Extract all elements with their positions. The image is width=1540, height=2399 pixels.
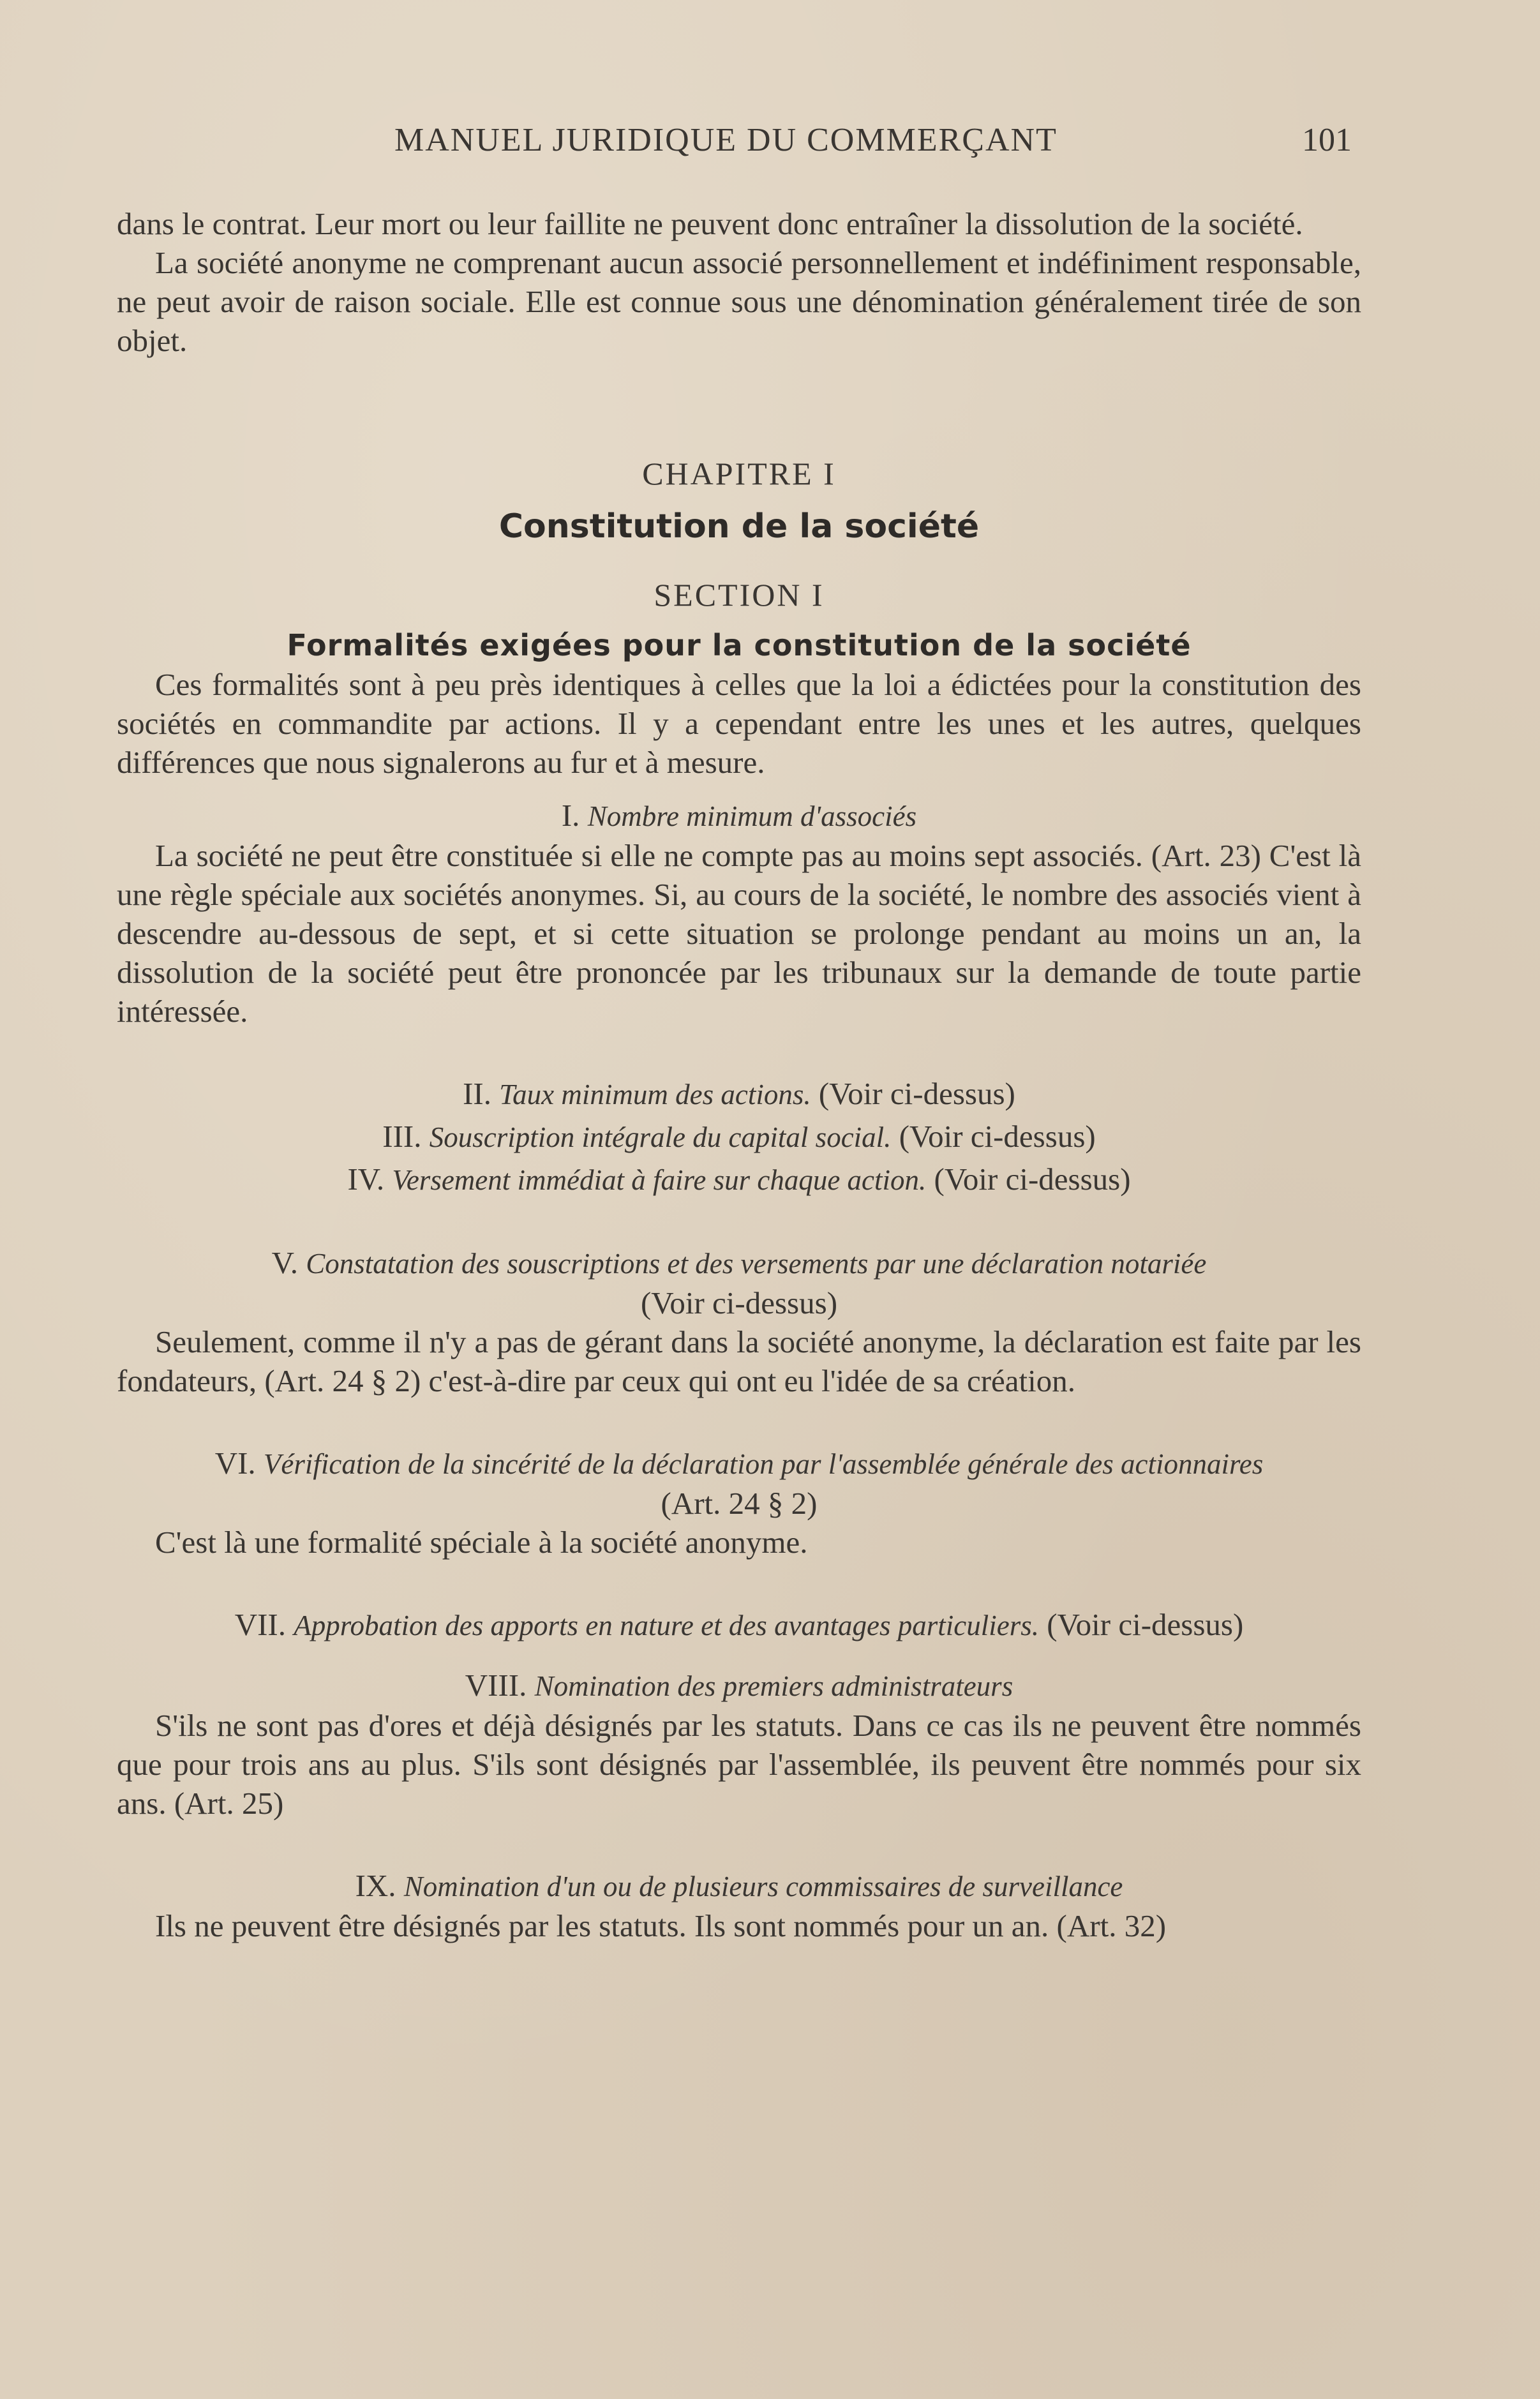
item-text-1: La société ne peut être constituée si elle ne compte pas au moins sept associés. (Art. 23) C'est là une règle spéciale aux sociétés anonymes. Si, au cours de la société, le nombre des associés vient à descendre au-dessous de sept, et si cette situation se prolonge pendant au moins un an, la dissolution de la société peut être prononcée par les tribunaux sur la demande de toute partie intéressée. xyxy=(117,838,1361,1029)
item-text-9: Ils ne peuvent être désignés par les statuts. Ils sont nommés pour un an. (Art. 32) xyxy=(155,1908,1167,1943)
item-number: VIII. xyxy=(465,1668,527,1703)
item-reference: (Voir ci-dessus) xyxy=(934,1162,1131,1197)
item-heading-4 xyxy=(117,1160,1361,1200)
item-number: III. xyxy=(382,1119,422,1154)
item-number: I. xyxy=(561,798,580,833)
item-reference: (Voir ci-dessus) xyxy=(818,1076,1015,1111)
chapter-label: CHAPITRE I xyxy=(642,456,836,491)
item-title: Vérification de la sincérité de la déclaration par l'assemblée générale des actionnaires xyxy=(263,1448,1264,1480)
item-number: II. xyxy=(463,1076,491,1111)
item-heading-7 xyxy=(117,1605,1361,1645)
item-text-6: C'est là une formalité spéciale à la société anonyme. xyxy=(155,1525,808,1560)
section-intro: Ces formalités sont à peu près identiques à celles que la loi a édictées pour la constitution des sociétés en commandite par actions. Il y a cependant entre les unes et les autres, quelques différences que nous signalerons au fur et à mesure. xyxy=(117,667,1361,780)
item-title: Taux minimum des actions. xyxy=(499,1079,811,1110)
item-number: IX. xyxy=(355,1868,396,1903)
item-number: VI. xyxy=(214,1446,256,1481)
item-heading-1 xyxy=(117,796,1361,836)
item-number: VII. xyxy=(234,1607,286,1642)
page-header xyxy=(0,121,1540,172)
item-number: IV. xyxy=(347,1162,385,1197)
page-number: 101 xyxy=(1302,122,1352,158)
item-heading-6 xyxy=(117,1444,1361,1484)
item-reference: (Voir ci-dessus) xyxy=(899,1119,1096,1154)
item-number: V. xyxy=(271,1245,298,1280)
item-title: Nomination des premiers administrateurs xyxy=(534,1670,1013,1702)
item-heading-5 xyxy=(117,1243,1361,1283)
item-title: Souscription intégrale du capital social. xyxy=(429,1121,892,1153)
item-heading-8 xyxy=(117,1666,1361,1706)
intro-paragraph-1: dans le contrat. Leur mort ou leur faillite ne peuvent donc entraîner la dissolution de la société. xyxy=(117,206,1303,241)
item-reference: (Art. 24 § 2) xyxy=(661,1486,818,1521)
intro-paragraph-2: La société anonyme ne comprenant aucun associé personnellement et indéfiniment responsable, ne peut avoir de raison sociale. Elle est connue sous une dénomination généralement tirée de son objet. xyxy=(117,245,1361,358)
page-body xyxy=(117,204,1361,1945)
item-reference: (Voir ci-dessus) xyxy=(1047,1607,1244,1642)
running-title: MANUEL JURIDIQUE DU COMMERÇANT xyxy=(394,122,1058,158)
item-title: Nombre minimum d'associés xyxy=(587,800,917,832)
item-heading-3 xyxy=(117,1117,1361,1157)
item-heading-9 xyxy=(117,1866,1361,1906)
chapter-title: Constitution de la société xyxy=(498,507,980,546)
item-title: Constatation des souscriptions et des versements par une déclaration notariée xyxy=(306,1248,1207,1280)
section-title: Formalités exigées pour la constitution de la société xyxy=(287,628,1192,662)
item-title: Nomination d'un ou de plusieurs commissaires de surveillance xyxy=(403,1871,1123,1902)
item-text-5: Seulement, comme il n'y a pas de gérant dans la société anonyme, la déclaration est faite par les fondateurs, (Art. 24 § 2) c'est-à-dire par ceux qui ont eu l'idée de sa création. xyxy=(117,1324,1361,1398)
item-reference: (Voir ci-dessus) xyxy=(640,1285,838,1320)
item-title: Versement immédiat à faire sur chaque action. xyxy=(392,1164,927,1196)
item-heading-2 xyxy=(117,1074,1361,1114)
item-title: Approbation des apports en nature et des avantages particuliers. xyxy=(294,1610,1040,1641)
item-text-8: S'ils ne sont pas d'ores et déjà désignés par les statuts. Dans ce cas ils ne peuvent être nommés que pour trois ans au plus. S'ils sont désignés par l'assemblée, ils peuvent être nommés pour six ans. (Art. 25) xyxy=(117,1708,1361,1821)
section-label: SECTION I xyxy=(654,577,825,613)
